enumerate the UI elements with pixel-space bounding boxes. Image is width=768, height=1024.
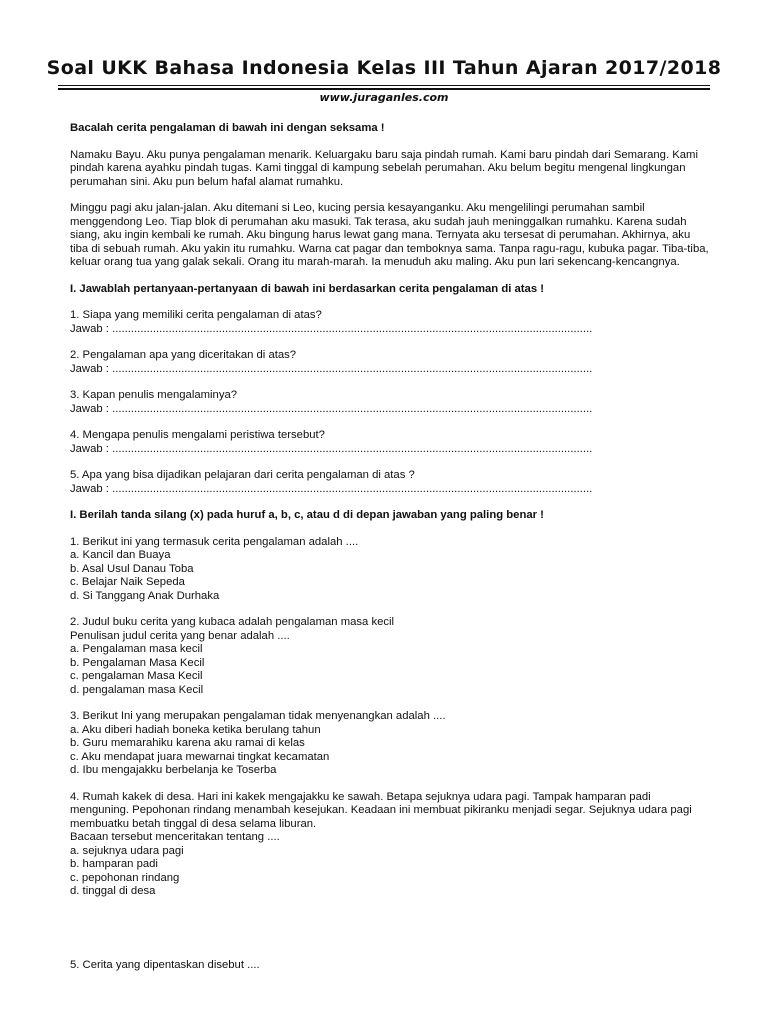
story-paragraph: Minggu pagi aku jalan-jalan. Aku ditemani si Leo, kucing persia kesayanganku. Aku mengelilingi perumahan sambil menggendong Leo. Tiap blok di perumahan aku masuki. Tak terasa, aku sudah jauh meninggalkan rumahku. Karena sudah siang, aku ingin kembali ke rumah. Aku bingung harus lewat gang mana. Ternyata aku tersesat di perumahan. Akhirnya, aku tiba di sebuah rumah. Aku yakin itu rumahku. Warna cat pagar dan temboknya sama. Tanpa ragu-ragu, kubuka pagar. Tiba-tiba, keluar orang tua yang galak sekali. Orang itu marah-marah. Ia menuduh aku maling. Aku pun lari sekencang-kencangnya. bbox=[70, 202, 709, 268]
answer-option: b. Asal Usul Danau Toba bbox=[70, 562, 194, 575]
question-text: 4. Mengapa penulis mengalami peristiwa tersebut? bbox=[70, 429, 325, 441]
mc-question bbox=[70, 791, 710, 899]
question-text: 5. Apa yang bisa dijadikan pelajaran dari cerita pengalaman di atas ? bbox=[70, 469, 415, 481]
answer-option: a. Pengalaman masa kecil bbox=[70, 643, 203, 655]
title-divider bbox=[58, 85, 710, 86]
section-heading-essay: I. Jawablah pertanyaan-pertanyaan di bawah ini berdasarkan cerita pengalaman di atas ! bbox=[70, 282, 545, 295]
website-url: www.juraganles.com bbox=[319, 91, 449, 104]
answer-option: c. pengalaman Masa Kecil bbox=[70, 670, 203, 682]
answer-option: d. tinggal di desa bbox=[70, 885, 156, 897]
answer-line: Jawab : ......................................................................................................................................................... bbox=[70, 322, 593, 335]
answer-option: c. Belajar Naik Sepeda bbox=[70, 576, 185, 588]
answer-option: a. Aku diberi hadiah boneka ketika berulang tahun bbox=[70, 723, 321, 736]
question-stem: Bacaan tersebut menceritakan tentang .... bbox=[70, 831, 280, 843]
answer-line: Jawab : ......................................................................................................................................................... bbox=[70, 402, 593, 415]
answer-option: d. pengalaman masa Kecil bbox=[70, 683, 204, 696]
mc-question bbox=[70, 536, 710, 604]
mc-question-list bbox=[70, 536, 710, 973]
question-stem: 3. Berikut Ini yang merupakan pengalaman tidak menyenangkan adalah .... bbox=[70, 710, 446, 722]
answer-option: a. Kancil dan Buaya bbox=[70, 549, 171, 561]
question-text: 2. Pengalaman apa yang diceritakan di atas? bbox=[70, 349, 297, 361]
essay-question-list bbox=[70, 309, 710, 496]
mc-question bbox=[70, 710, 710, 778]
answer-option: a. sejuknya udara pagi bbox=[70, 844, 184, 857]
answer-option: b. hamparan padi bbox=[70, 858, 158, 870]
essay-question bbox=[70, 309, 710, 336]
answer-line: Jawab : ......................................................................................................................................................... bbox=[70, 362, 593, 375]
section-heading-multiple-choice: I. Berilah tanda silang (x) pada huruf a, b, c, atau d di depan jawaban yang paling benar ! bbox=[70, 509, 544, 521]
answer-option: c. pepohonan rindang bbox=[70, 871, 180, 884]
question-stem: 1. Berikut ini yang termasuk cerita pengalaman adalah .... bbox=[70, 535, 359, 548]
story-paragraph: Namaku Bayu. Aku punya pengalaman menarik. Keluargaku baru saja pindah rumah. Kami baru pindah dari Semarang. Kami pindah karena ayahku pindah tugas. Kami tinggal di kampung sebelah perumahan. Aku belum begitu mengenal lingkungan perumahan sini. Aku pun belum hafal alamat rumahku. bbox=[70, 148, 698, 188]
essay-question bbox=[70, 349, 710, 376]
question-text: 3. Kapan penulis mengalaminya? bbox=[70, 389, 238, 401]
answer-option: c. Aku mendapat juara mewarnai tingkat kecamatan bbox=[70, 750, 330, 763]
essay-question bbox=[70, 429, 710, 456]
question-stem: 5. Cerita yang dipentaskan disebut .... bbox=[70, 958, 260, 971]
reading-instruction: Bacalah cerita pengalaman di bawah ini dengan seksama ! bbox=[70, 122, 385, 134]
question-stem: 4. Rumah kakek di desa. Hari ini kakek mengajakku ke sawah. Betapa sejuknya udara pagi. Tampak hamparan padi menguning. Pepohonan rindang menambah kesejukan. Keadaan ini membuat pikiranku menjadi segar. Sejuknya udara pagi membuatku betah tinggal di desa selama liburan. bbox=[70, 790, 692, 830]
question-stem: 2. Judul buku cerita yang kubaca adalah pengalaman masa kecil bbox=[70, 616, 395, 628]
answer-option: b. Pengalaman Masa Kecil bbox=[70, 656, 205, 669]
answer-option: b. Guru memarahiku karena aku ramai di kelas bbox=[70, 737, 305, 749]
mc-question bbox=[70, 959, 710, 973]
answer-line: Jawab : ......................................................................................................................................................... bbox=[70, 482, 593, 495]
essay-question bbox=[70, 389, 710, 416]
mc-question bbox=[70, 616, 710, 697]
page-spacer bbox=[70, 899, 710, 959]
answer-line: Jawab : ......................................................................................................................................................... bbox=[70, 442, 593, 455]
essay-question bbox=[70, 469, 710, 496]
title-divider-thick bbox=[58, 88, 710, 90]
document-title: Soal UKK Bahasa Indonesia Kelas III Tahun Ajaran 2017/2018 bbox=[46, 57, 722, 79]
question-text: 1. Siapa yang memiliki cerita pengalaman di atas? bbox=[70, 309, 322, 321]
answer-option: d. Si Tanggang Anak Durhaka bbox=[70, 589, 220, 602]
answer-option: d. Ibu mengajakku berbelanja ke Toserba bbox=[70, 764, 277, 776]
question-stem: Penulisan judul cerita yang benar adalah .... bbox=[70, 629, 290, 642]
document-body bbox=[70, 122, 710, 972]
